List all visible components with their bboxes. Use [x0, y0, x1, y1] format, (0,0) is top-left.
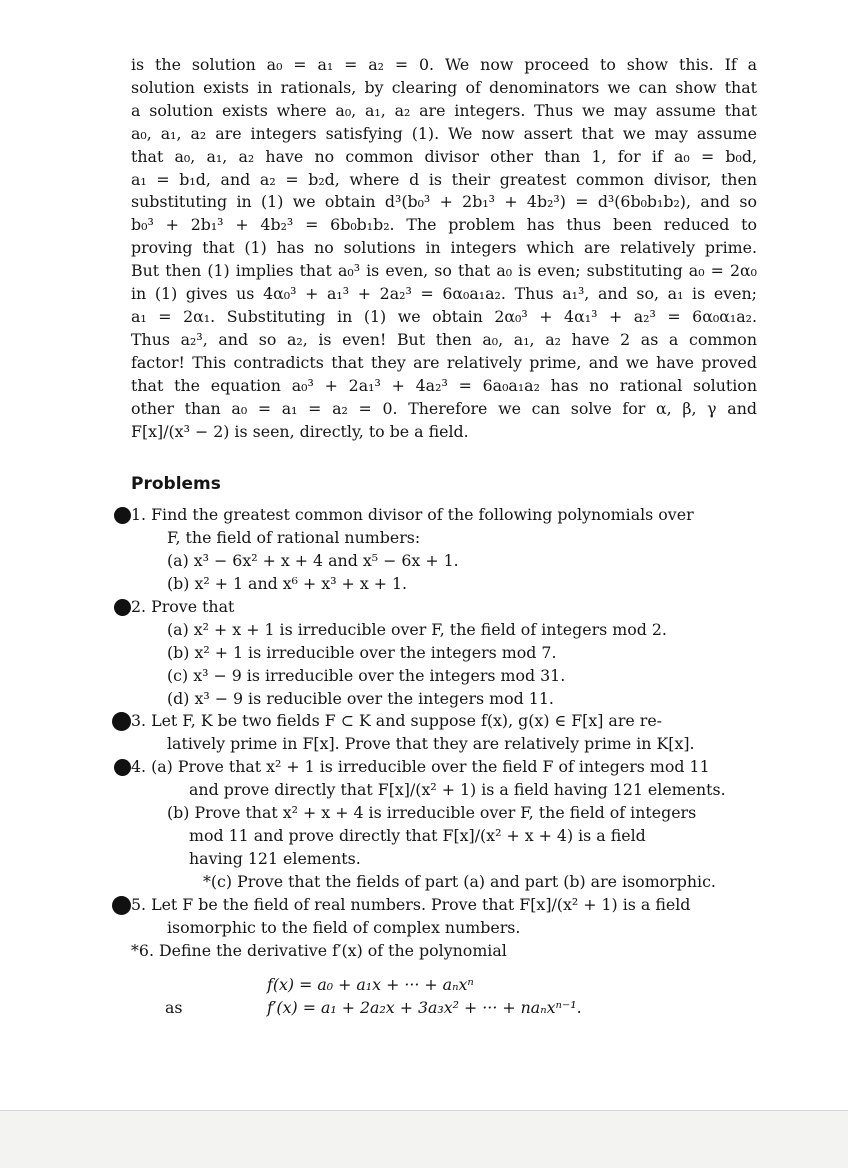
- paragraph-line: substituting in (1) we obtain d³(b₀³ + 2b₁³ + 4b₂³) = d³(6b₀b₁b₂), and so: [131, 192, 757, 212]
- paragraph-line: that the equation a₀³ + 2a₁³ + 4a₂³ = 6a₀a₁a₂ has no rational solution: [131, 375, 757, 395]
- paragraph-line: Thus a₂³, and so a₂, is even! But then a₀, a₁, a₂ have 2 as a common: [131, 329, 757, 349]
- formula-row-2: [131, 997, 757, 1020]
- problem-line: 1. Find the greatest common divisor of the following polynomials over: [131, 505, 694, 525]
- problem-line: latively prime in F[x]. Prove that they are relatively prime in K[x].: [167, 734, 695, 754]
- problems-list: [131, 504, 757, 962]
- paragraph-line: proving that (1) has no solutions in integers which are relatively prime.: [131, 238, 757, 258]
- problem-item: [131, 940, 757, 963]
- problem-line: 3. Let F, K be two fields F ⊂ K and suppose f(x), g(x) ∈ F[x] are re-: [131, 711, 663, 731]
- problem-line: (b) x² + 1 is irreducible over the integers mod 7.: [167, 642, 557, 662]
- page-content: [131, 54, 757, 1020]
- problem-line: F, the field of rational numbers:: [167, 528, 421, 548]
- problem-item: [131, 710, 757, 756]
- bullet-marker-icon: [112, 896, 131, 915]
- problem-line: 2. Prove that: [131, 596, 235, 616]
- problem-line: (d) x³ − 9 is reducible over the integers mod 11.: [167, 688, 554, 708]
- derivative-formula-text: f′(x) = a₁ + 2a₂x + 3a₃x² + ··· + naₙxⁿ⁻¹.: [267, 998, 582, 1018]
- problem-line: and prove directly that F[x]/(x² + 1) is a field having 121 elements.: [189, 780, 726, 800]
- problem-item: [131, 894, 757, 940]
- formula-row-1: [131, 974, 757, 997]
- paragraph-line: F[x]/(x³ − 2) is seen, directly, to be a field.: [131, 421, 469, 441]
- problem-line: mod 11 and prove directly that F[x]/(x² + x + 4) is a field: [189, 826, 646, 845]
- problems-heading: Problems: [131, 474, 221, 495]
- paragraph-line: other than a₀ = a₁ = a₂ = 0. Therefore we can solve for α, β, γ and: [131, 398, 757, 418]
- formula-as-label: as: [165, 998, 183, 1018]
- derivative-formula: [131, 974, 757, 1020]
- paragraph-line: b₀³ + 2b₁³ + 4b₂³ = 6b₀b₁b₂. The problem has thus been reduced to: [131, 215, 757, 235]
- scan-margin: [0, 1111, 848, 1168]
- problem-line: 4. (a) Prove that x² + 1 is irreducible over the field F of integers mod 11: [131, 757, 710, 777]
- paragraph-line: a₁ = b₁d, and a₂ = b₂d, where d is their greatest common divisor, then: [131, 169, 757, 189]
- problem-line: isomorphic to the field of complex numbers.: [167, 917, 521, 937]
- problem-line: having 121 elements.: [189, 848, 361, 868]
- paragraph-line: that a₀, a₁, a₂ have no common divisor other than 1, for if a₀ = b₀d,: [131, 146, 757, 166]
- problem-line: (c) x³ − 9 is irreducible over the integers mod 31.: [167, 665, 566, 685]
- paragraph-line: in (1) gives us 4α₀³ + a₁³ + 2a₂³ = 6α₀a₁a₂. Thus a₁³, and so, a₁ is even;: [131, 284, 757, 304]
- problem-line: (b) Prove that x² + x + 4 is irreducible over F, the field of integers: [167, 803, 697, 823]
- problem-item: [131, 756, 757, 893]
- bullet-marker-icon: [112, 712, 131, 731]
- problem-line: (a) x² + x + 1 is irreducible over F, the field of integers mod 2.: [167, 619, 667, 639]
- problem-line: *6. Define the derivative f′(x) of the polynomial: [131, 940, 507, 960]
- problem-line: (b) x² + 1 and x⁶ + x³ + x + 1.: [167, 574, 408, 594]
- problem-line: *(c) Prove that the fields of part (a) and part (b) are isomorphic.: [203, 871, 716, 891]
- paragraph-line: a₀, a₁, a₂ are integers satisfying (1). We now assert that we may assume: [131, 123, 757, 143]
- problem-item: [131, 504, 757, 596]
- bullet-marker-icon: [114, 759, 131, 776]
- paragraph-line: factor! This contradicts that they are relatively prime, and we have proved: [131, 352, 757, 372]
- problem-line: (a) x³ − 6x² + x + 4 and x⁵ − 6x + 1.: [167, 551, 459, 571]
- paragraph-line: a solution exists where a₀, a₁, a₂ are integers. Thus we may assume that: [131, 100, 757, 120]
- bullet-marker-icon: [114, 507, 131, 524]
- problem-item: [131, 596, 757, 711]
- polynomial-formula: f(x) = a₀ + a₁x + ··· + aₙxⁿ: [267, 975, 474, 995]
- problem-line: 5. Let F be the field of real numbers. Prove that F[x]/(x² + 1) is a field: [131, 894, 691, 914]
- paragraph-line: But then (1) implies that a₀³ is even, so that a₀ is even; substituting a₀ = 2α₀: [131, 261, 757, 281]
- paragraph-line: solution exists in rationals, by clearing of denominators we can show that: [131, 77, 757, 97]
- paragraph-line: a₁ = 2α₁. Substituting in (1) we obtain 2α₀³ + 4α₁³ + a₂³ = 6α₀α₁a₂.: [131, 306, 757, 326]
- proof-paragraph: [131, 54, 757, 443]
- paragraph-line: is the solution a₀ = a₁ = a₂ = 0. We now proceed to show this. If a: [131, 55, 757, 74]
- bullet-marker-icon: [114, 599, 131, 616]
